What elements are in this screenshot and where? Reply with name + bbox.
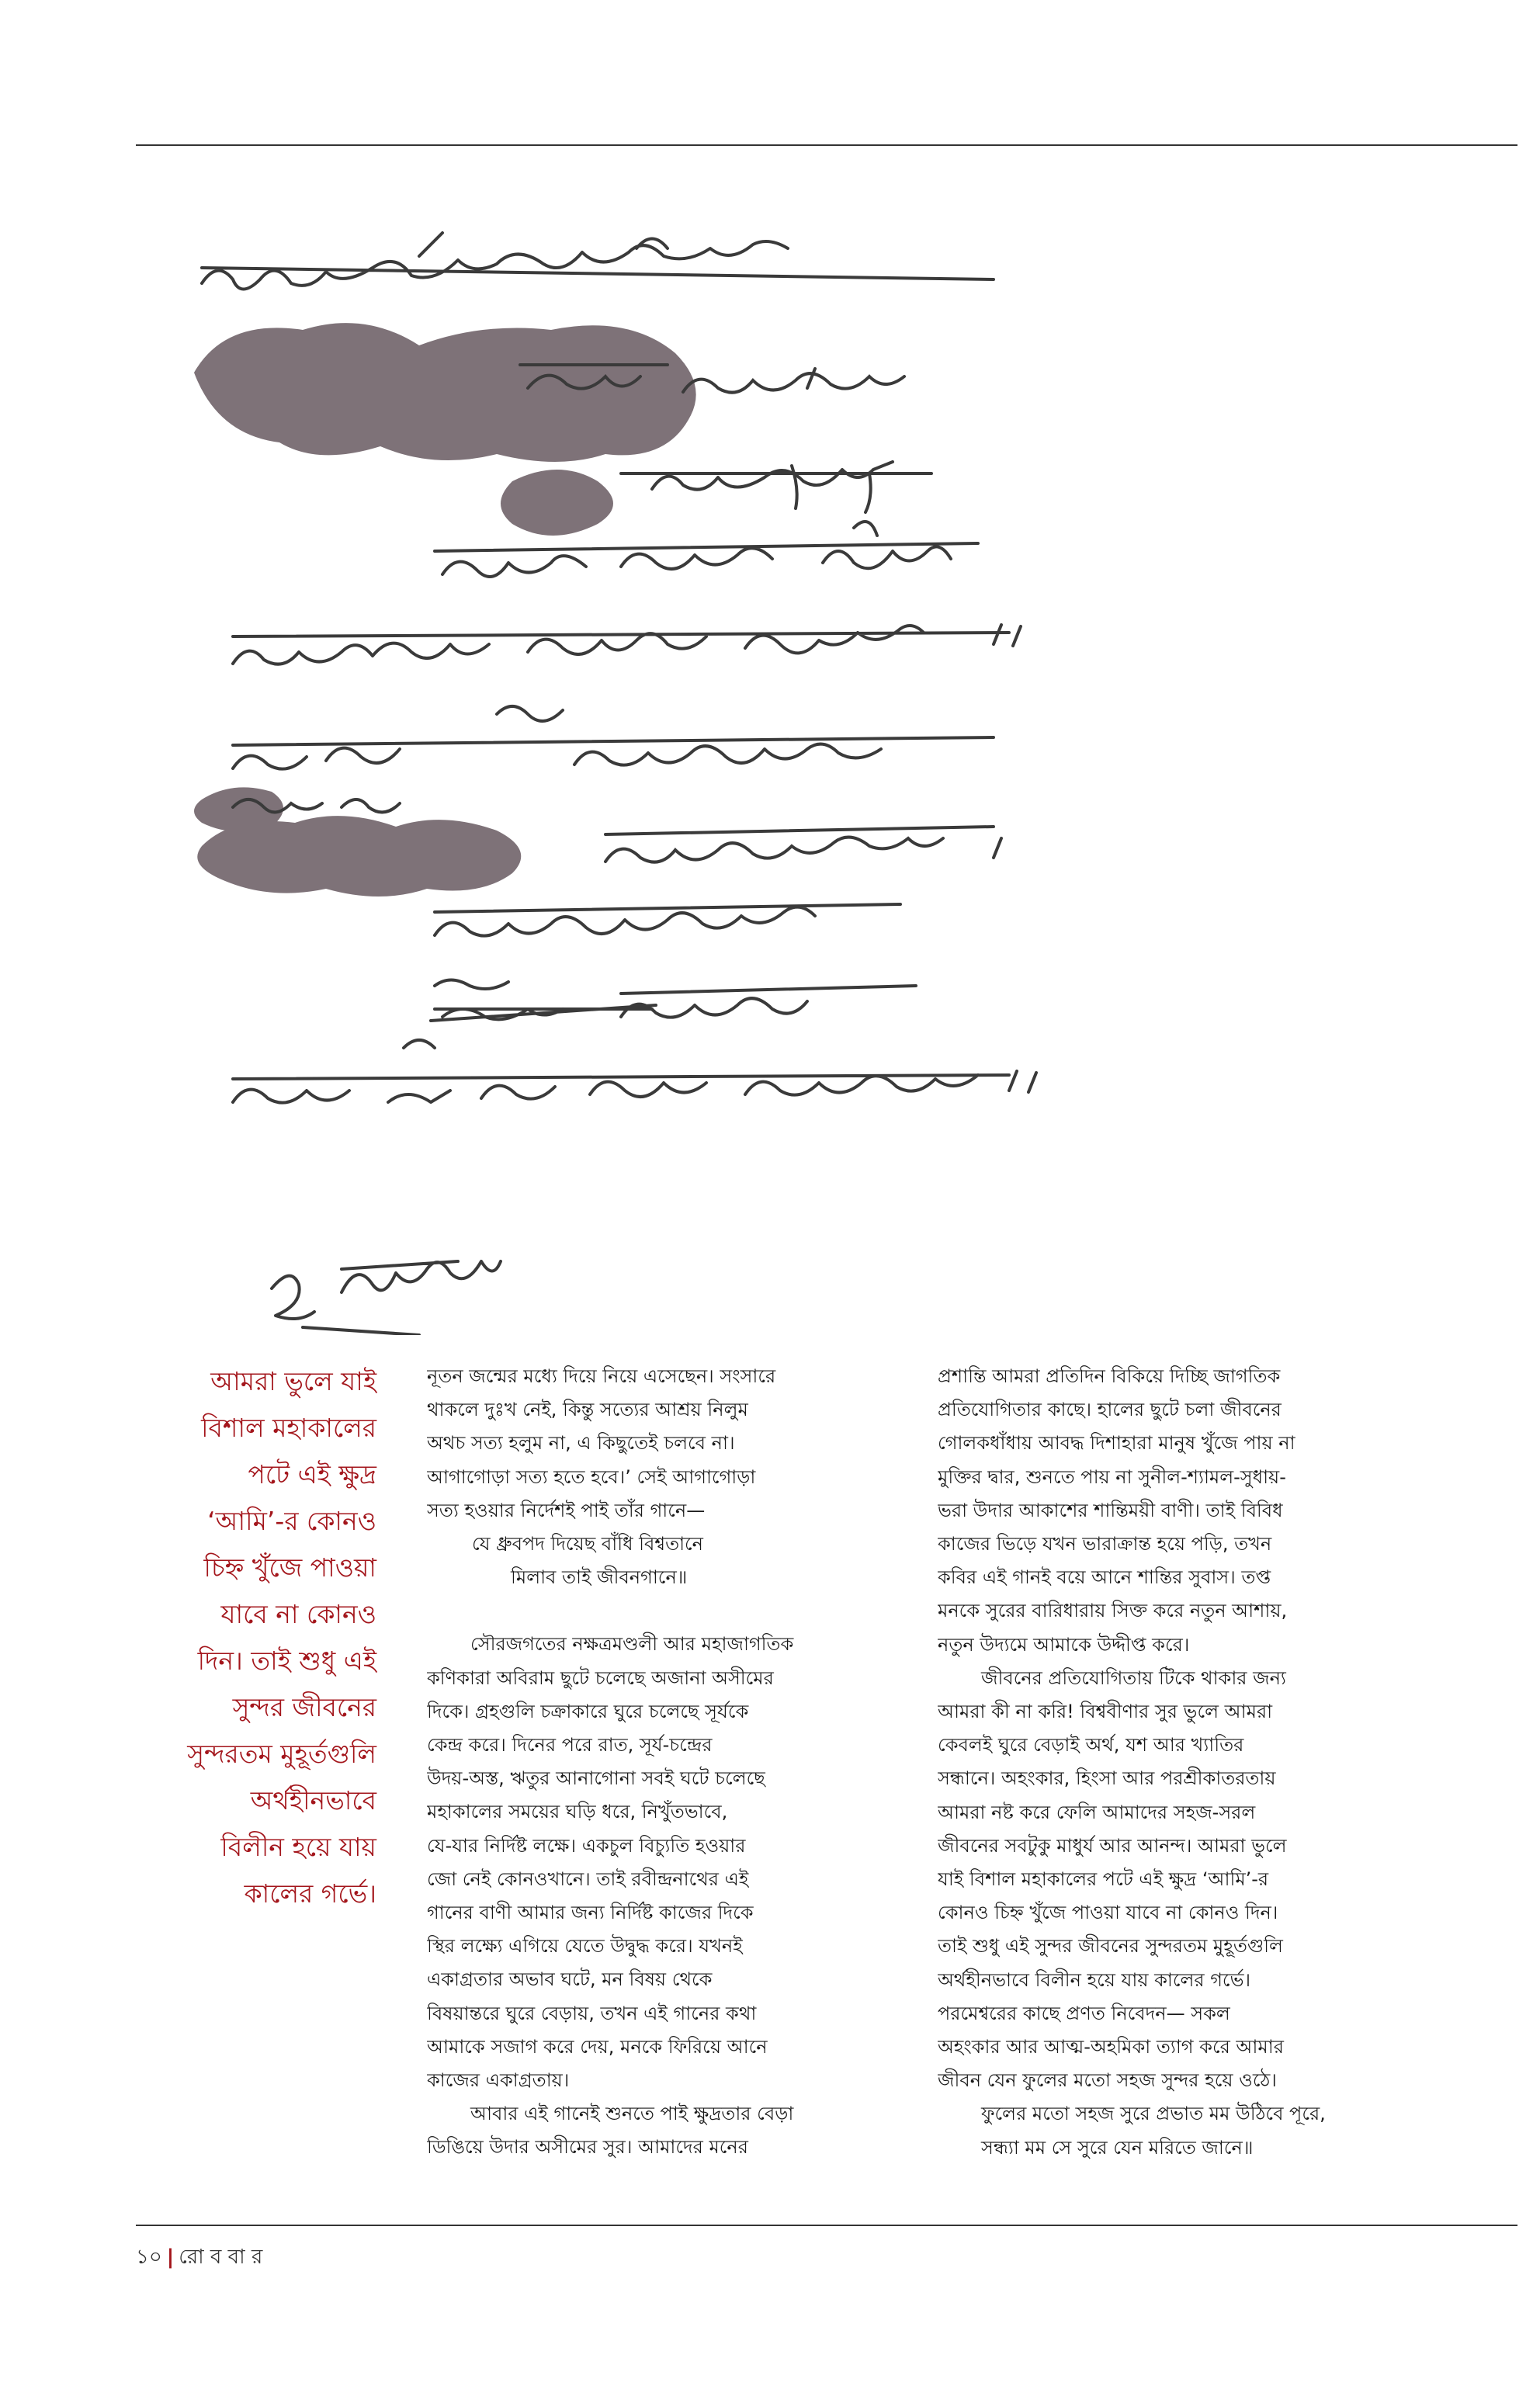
text-line: সন্ধানে। অহংকার, হিংসা আর পরশ্রীকাতরতায় <box>938 1767 1276 1790</box>
text-line: আমাকে সজাগ করে দেয়, মনকে ফিরিয়ে আনে <box>427 2035 768 2058</box>
text-line: প্রশান্তি আমরা প্রতিদিন বিকিয়ে দিচ্ছি জাগতিক <box>938 1365 1281 1387</box>
manuscript-line-5 <box>233 625 1021 664</box>
text-line: কেন্দ্র করে। দিনের পরে রাত, সূর্য-চন্দ্রের <box>427 1734 713 1757</box>
text-line: গোলকধাঁধায় আবদ্ধ দিশাহারা মানুষ খুঁজে পায় না <box>938 1432 1295 1455</box>
paragraph-gap <box>427 1594 897 1628</box>
text-line: যাই বিশাল মহাকালের পটে এই ক্ষুদ্র ‘আমি’-র <box>938 1868 1269 1891</box>
manuscript-line-3 <box>621 462 931 512</box>
text-line: গানের বাণী আমার জন্য নির্দিষ্ট কাজের দিকে <box>427 1902 754 1924</box>
text-line: আমরা কী না করি! বিশ্ববীণার সুর ভুলে আমরা <box>938 1701 1273 1723</box>
text-line: ভরা উদার আকাশের শান্তিময়ী বাণী। তাই বিবিধ <box>938 1499 1283 1521</box>
text-line: ডিঙিয়ে উদার অসীমের সুর। আমাদের মনের <box>427 2136 748 2159</box>
text-line: আগাগোড়া সত্য হতে হবে।’ সেই আগাগোড়া <box>427 1465 756 1488</box>
verse-line: মিলাব তাই জীবনগানে॥ <box>511 1566 688 1589</box>
pull-quote-line: আমরা ভুলে যাই <box>210 1366 376 1396</box>
text-line: দিকে। গ্রহগুলি চক্রাকারে ঘুরে চলেছে সূর্যকে <box>427 1700 749 1722</box>
pull-quote-line: সুন্দরতম মুহূর্তগুলি <box>187 1739 376 1769</box>
text-line: প্রতিযোগিতার কাছে। হালের ছুটে চলা জীবনের <box>938 1399 1282 1421</box>
page-footer <box>136 2241 262 2275</box>
verse-line: সন্ধ্যা মম সে সুরে যেন মরিতে জানে॥ <box>981 2136 1254 2159</box>
text-line: যে-যার নির্দিষ্ট লক্ষে। একচুল বিচ্যুতি হওয়ার <box>427 1834 746 1857</box>
text-line: বিষয়ান্তরে ঘুরে বেড়ায়, তখন এই গানের কথা <box>427 2002 757 2024</box>
text-line: আবার এই গানেই শুনতে পাই ক্ষুদ্রতার বেড়া <box>470 2103 794 2125</box>
pull-quote <box>155 1358 376 1917</box>
article-column-1 <box>427 1360 897 2165</box>
verse-line: ফুলের মতো সহজ সুরে প্রভাত মম উঠিবে পূরে, <box>981 2103 1326 2125</box>
text-line: নূতন জন্মের মধ্যে দিয়ে নিয়ে এসেছেন। সংসারে <box>427 1365 776 1387</box>
text-line: কেবলই ঘুরে বেড়াই অর্থ, যশ আর খ্যাতির <box>938 1734 1244 1757</box>
manuscript-line-9 <box>431 980 916 1021</box>
footer-separator: | <box>166 2246 175 2269</box>
verse-line: যে ধ্রুবপদ দিয়েছ বাঁধি বিশ্বতানে <box>472 1533 704 1555</box>
pull-quote-line: কালের গর্ভে। <box>244 1878 376 1909</box>
text-line: অহংকার আর আত্ম-অহমিকা ত্যাগ করে আমার <box>938 2036 1284 2058</box>
manuscript-line-8 <box>435 904 900 936</box>
text-line: থাকলে দুঃখ নেই, কিন্তু সত্যের আশ্রয় নিলুম <box>427 1399 748 1421</box>
text-line: স্থির লক্ষ্যে এগিয়ে যেতে উদ্বুদ্ধ করে। যখনই <box>427 1935 743 1958</box>
blot-line-2 <box>194 323 696 462</box>
pull-quote-line: যাবে না কোনও <box>220 1599 376 1629</box>
magazine-name: রো ব বা র <box>179 2246 263 2269</box>
pull-quote-line: ‘আমি’-র কোনও <box>207 1506 376 1536</box>
text-line: মুক্তির দ্বার, শুনতে পায় না সুনীল-শ্যামল-সুধায়- <box>938 1465 1286 1488</box>
top-rule <box>136 144 1517 146</box>
text-line: অর্থহীনভাবে বিলীন হয়ে যায় কালের গর্ভে। <box>938 1968 1251 1991</box>
text-line: জীবনের সবটুকু মাধুর্য আর আনন্দ। আমরা ভুলে <box>938 1834 1287 1857</box>
text-line: মহাকালের সময়ের ঘড়ি ধরে, নিখুঁতভাবে, <box>427 1801 728 1823</box>
pull-quote-line: অর্থহীনভাবে <box>250 1785 376 1816</box>
text-line: কবির এই গানই বয়ে আনে শান্তির সুবাস। তপ্ত <box>938 1566 1271 1589</box>
pull-quote-line: পটে এই ক্ষুদ্র <box>248 1459 376 1490</box>
bottom-rule <box>136 2225 1517 2226</box>
text-line: সত্য হওয়ার নির্দেশই পাই তাঁর গানে— <box>427 1499 706 1521</box>
handwritten-manuscript <box>186 210 1180 1335</box>
text-line: মনকে সুরের বারিধারায় সিক্ত করে নতুন আশায়, <box>938 1600 1288 1622</box>
text-line: একাগ্রতার অভাব ঘটে, মন বিষয় থেকে <box>427 1968 713 1991</box>
pull-quote-line: সুন্দর জীবনের <box>232 1692 376 1722</box>
text-line: কাজের ভিড়ে যখন ভারাক্রান্ত হয়ে পড়ি, তখন <box>938 1533 1272 1555</box>
text-line: সৌরজগতের নক্ষত্রমণ্ডলী আর মহাজাগতিক <box>470 1633 794 1656</box>
text-line: কণিকারা অবিরাম ছুটে চলেছে অজানা অসীমের <box>427 1666 774 1689</box>
text-line: নতুন উদ্যমে আমাকে উদ্দীপ্ত করে। <box>938 1633 1190 1656</box>
text-line: কোনও চিহ্ন খুঁজে পাওয়া যাবে না কোনও দিন। <box>938 1902 1278 1924</box>
text-line: আমরা নষ্ট করে ফেলি আমাদের সহজ-সরল <box>938 1801 1256 1823</box>
text-line: জীবন যেন ফুলের মতো সহজ সুন্দর হয়ে ওঠে। <box>938 2069 1277 2092</box>
text-line: তাই শুধু এই সুন্দর জীবনের সুন্দরতম মুহূর্তগুলি <box>938 1935 1283 1958</box>
text-line: কাজের একাগ্রতায়। <box>427 2069 570 2092</box>
pull-quote-line: চিহ্ন খুঁজে পাওয়া <box>203 1552 376 1583</box>
text-line: জীবনের প্রতিযোগিতায় টিকে থাকার জন্য <box>981 1666 1286 1689</box>
article-column-2 <box>938 1360 1434 2165</box>
pull-quote-line: দিন। তাই শুধু এই <box>197 1646 376 1676</box>
manuscript-line-4 <box>435 522 978 577</box>
pull-quote-line: বিলীন হয়ে যায় <box>220 1832 376 1862</box>
blot-line-7 <box>197 816 521 897</box>
text-line: পরমেশ্বরের কাছে প্রণত নিবেদন— সকল <box>938 2002 1230 2024</box>
manuscript-date <box>272 1261 501 1335</box>
page-number: ১০ <box>136 2246 162 2269</box>
text-line: অথচ সত্য হলুম না, এ কিছুতেই চলবে না। <box>427 1432 735 1455</box>
text-line: উদয়-অস্ত, ঋতুর আনাগোনা সবই ঘটে চলেছে <box>427 1767 765 1790</box>
manuscript-line-1 <box>202 233 994 290</box>
manuscript-line-10 <box>233 1040 1036 1103</box>
pull-quote-line: বিশাল মহাকালের <box>201 1413 376 1443</box>
text-line: জো নেই কোনওখানে। তাই রবীন্দ্রনাথের এই <box>427 1868 749 1890</box>
manuscript-line-6 <box>233 706 994 769</box>
